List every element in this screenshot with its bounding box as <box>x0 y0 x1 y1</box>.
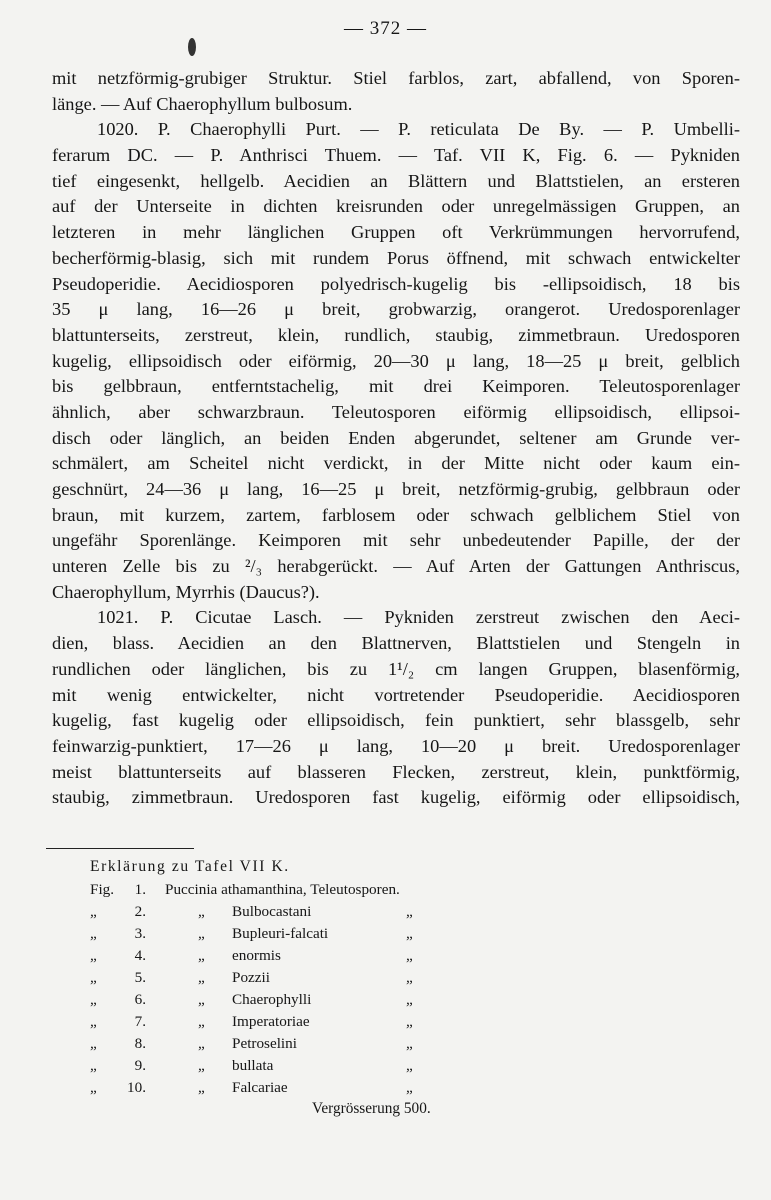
figure-legend <box>90 881 490 1101</box>
fig-number: 7. <box>134 1013 146 1030</box>
text-line: Pseudoperidie. Aecidiosporen polyedrisch-kugelig bis -ellipsoidisch, 18 bis <box>52 273 740 294</box>
fig-number: 4. <box>134 947 146 964</box>
text-line: 1021. P. Cicutae Lasch. — Pykniden zerstreut zwischen den Aeci- <box>97 607 740 628</box>
ditto-mark: „ <box>406 1057 413 1074</box>
fig-label: Fig. <box>90 881 115 898</box>
caption-divider <box>46 848 194 849</box>
figure-legend-row <box>90 903 490 925</box>
text-line: letzteren in mehr länglichen Gruppen oft Verkrümmungen hervorrufend, <box>52 222 740 243</box>
text-line: Chaerophyllum, Myrrhis (Daucus?). <box>52 581 320 602</box>
figure-legend-row <box>90 947 490 969</box>
fig-species: Imperatoriae <box>232 1013 310 1030</box>
fig-label: „ <box>90 947 97 964</box>
fig-species: bullata <box>232 1057 274 1074</box>
text-line: tief eingesenkt, hellgelb. Aecidien an Blättern und Blattstielen, an ersteren <box>52 170 740 191</box>
fig-species: enormis <box>232 947 281 964</box>
text-line: ungefähr Sporenlänge. Keimporen mit sehr unbedeutender Papille, der der <box>52 530 740 551</box>
fig-number: 2. <box>134 903 146 920</box>
text-line: dien, blass. Aecidien an den Blattnerven, Blattstielen und Stengeln in <box>52 633 740 654</box>
text-line: geschnürt, 24—36 μ lang, 16—25 μ breit, netzförmig-grubig, gelbbraun oder <box>52 479 740 499</box>
text-line: schmälert, am Scheitel nicht verdickt, in der Mitte nicht oder kaum ein- <box>52 453 740 474</box>
fig-label: „ <box>90 1057 97 1074</box>
ditto-mark: „ <box>198 925 205 942</box>
caption-title: Erklärung zu Tafel VII K. <box>90 858 290 875</box>
text-line: becherförmig-blasig, sich mit rundem Porus öffnend, mit schwach entwickelter <box>52 247 740 268</box>
text-line: kugelig, fast kugelig oder ellipsoidisch, fein punktiert, sehr blassgelb, sehr <box>52 710 740 731</box>
fig-label: „ <box>90 969 97 986</box>
fig-species: Chaerophylli <box>232 991 312 1008</box>
fig-label: „ <box>90 925 97 942</box>
figure-legend-row <box>90 1035 490 1057</box>
ditto-mark: „ <box>198 1013 205 1030</box>
fig-number: 9. <box>134 1057 146 1074</box>
figure-legend-row <box>90 969 490 991</box>
ditto-mark: „ <box>198 903 205 920</box>
text-line: 35 μ lang, 16—26 μ breit, grobwarzig, orangerot. Uredosporenlager <box>52 299 740 320</box>
fig-species: Petroselini <box>232 1035 297 1052</box>
ditto-mark: „ <box>406 1035 413 1052</box>
ditto-mark: „ <box>406 969 413 986</box>
fig-species: Bupleuri-falcati <box>232 925 329 942</box>
text-line: 1020. P. Chaerophylli Purt. — P. reticulata De By. — P. Umbelli- <box>97 119 740 140</box>
fig-number: 3. <box>134 925 146 942</box>
text-line: blattunterseits, zerstreut, klein, rundlich, staubig, zimmetbraun. Uredosporen <box>52 324 740 345</box>
text-line: disch oder länglich, an beiden Enden abgerundet, seltener am Grunde ver- <box>52 427 740 448</box>
fig-label: „ <box>90 1013 97 1030</box>
ink-speck <box>188 38 196 56</box>
ditto-mark: „ <box>406 947 413 964</box>
ditto-mark: „ <box>198 1035 205 1052</box>
text-line: ähnlich, aber schwarzbraun. Teleutosporen eiförmig ellipsoidisch, ellipsoi- <box>52 401 740 422</box>
magnification-note: Vergrösserung 500. <box>312 1100 431 1117</box>
body-text <box>52 66 740 811</box>
text-line: auf der Unterseite in dichten kreisrunden oder unregelmässigen Gruppen, an <box>52 196 740 217</box>
text-line: staubig, zimmetbraun. Uredosporen fast kugelig, eiförmig oder ellipsoidisch, <box>52 787 740 808</box>
text-line: braun, mit kurzem, zartem, farblosem oder schwach gelblichem Stiel von <box>52 504 740 525</box>
ditto-mark: „ <box>198 1079 205 1096</box>
text-line: länge. — Auf Chaerophyllum bulbosum. <box>52 93 353 114</box>
text-line: mit wenig entwickelter, nicht vortretender Pseudoperidie. Aecidiosporen <box>52 684 740 705</box>
fig-label: „ <box>90 1035 97 1052</box>
figure-legend-row <box>90 991 490 1013</box>
fig-number: 10. <box>127 1079 146 1096</box>
text-line: kugelig, ellipsoidisch oder eiförmig, 20—30 μ lang, 18—25 μ breit, gelblich <box>52 350 740 371</box>
figure-legend-row <box>90 925 490 947</box>
text-line: ferarum DC. — P. Anthrisci Thuem. — Taf. VII K, Fig. 6. — Pykniden <box>52 145 740 166</box>
figure-legend-row <box>90 881 490 903</box>
ditto-mark: „ <box>406 925 413 942</box>
fig-description: Puccinia athamanthina, Teleutosporen. <box>165 881 400 898</box>
fig-label: „ <box>90 991 97 1008</box>
ditto-mark: „ <box>406 1013 413 1030</box>
ditto-mark: „ <box>198 1057 205 1074</box>
fig-species: Bulbocastani <box>232 903 312 920</box>
figure-legend-row <box>90 1079 490 1101</box>
fig-label: „ <box>90 1079 97 1096</box>
fig-number: 8. <box>134 1035 146 1052</box>
text-line: mit netzförmig-grubiger Struktur. Stiel farblos, zart, abfallend, von Sporen- <box>52 68 740 88</box>
fig-label: „ <box>90 903 97 920</box>
figure-legend-row <box>90 1057 490 1079</box>
ditto-mark: „ <box>406 903 413 920</box>
fig-number: 6. <box>134 991 146 1008</box>
fig-species: Pozzii <box>232 969 270 986</box>
text-line: bis gelbbraun, entferntstachelig, mit drei Keimporen. Teleutosporenlager <box>52 376 740 397</box>
text-line: feinwarzig-punktiert, 17—26 μ lang, 10—20 μ breit. Uredosporenlager <box>52 735 740 756</box>
ditto-mark: „ <box>406 991 413 1008</box>
figure-legend-row <box>90 1013 490 1035</box>
text-line: rundlichen oder länglichen, bis zu 1¹/₂ cm langen Gruppen, blasenförmig, <box>52 658 740 679</box>
page-number: — 372 — <box>344 18 427 39</box>
ditto-mark: „ <box>198 947 205 964</box>
fig-species: Falcariae <box>232 1079 288 1096</box>
ditto-mark: „ <box>198 991 205 1008</box>
fig-number: 1. <box>134 881 146 898</box>
ditto-mark: „ <box>198 969 205 986</box>
text-line: unteren Zelle bis zu ²/₃ herabgerückt. — Auf Arten der Gattungen Anthriscus, <box>52 556 740 577</box>
text-line: meist blattunterseits auf blasseren Flecken, zerstreut, klein, punktförmig, <box>52 761 740 782</box>
fig-number: 5. <box>134 969 146 986</box>
ditto-mark: „ <box>406 1079 413 1096</box>
